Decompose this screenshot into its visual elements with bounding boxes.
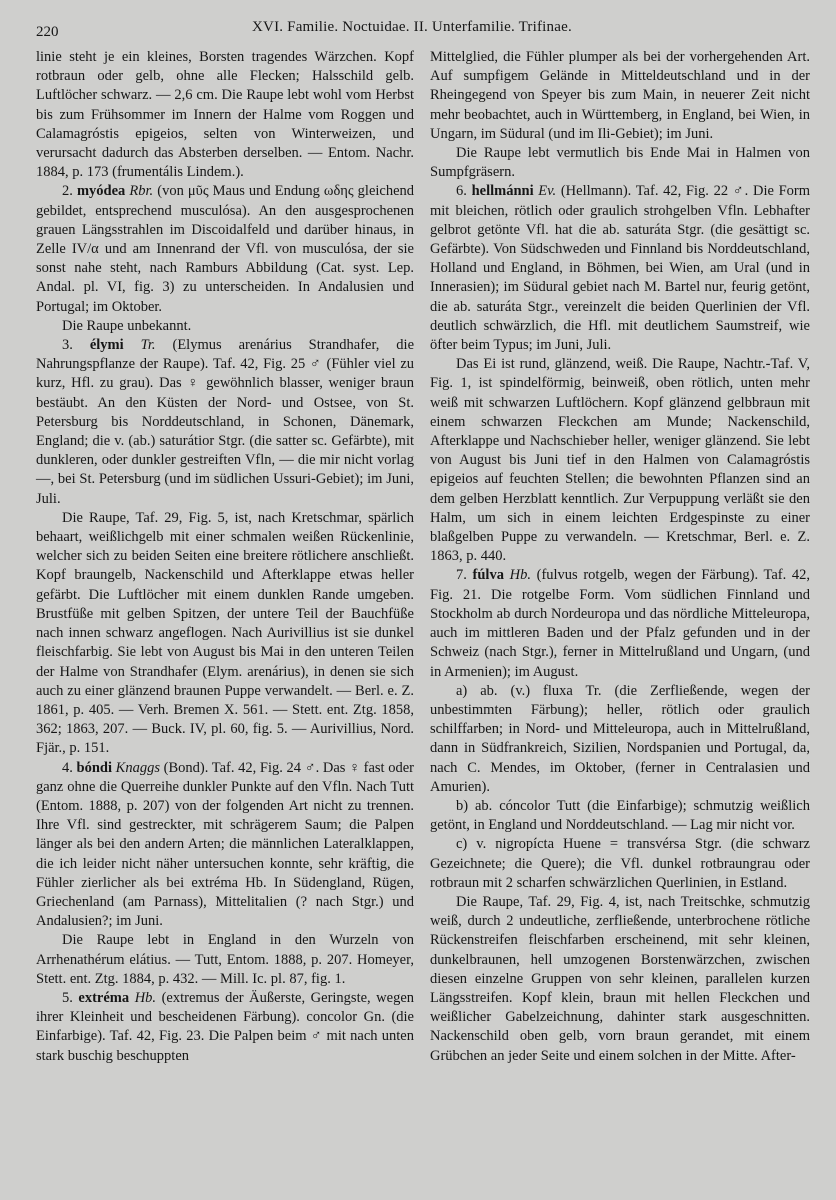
species-entry <box>430 566 810 681</box>
species-author: Ev. <box>538 183 557 200</box>
species-author: Hb. <box>134 989 157 1006</box>
paragraph: Die Raupe, Taf. 29, Fig. 4, ist, nach Treitschke, schmutzig weiß, durch 2 undeutliche, zerfließende, unterbrochene rötliche Rückenstreifen fleischfarben erscheinend, mit sehr kleinen, dunkelbraunen, hell umzogenen Borstenwärzchen, zwischen diesen einzelne Gruppen von sehr kleinen, parallelen kurzen Längsstreifen. Kopf klein, braun mit hellen Fleckchen und weißlicher Gabelzeichnung, dahinter stark ausgeschnitten. Nackenschild oben gelb, vorn braun gerandet, mit einem Grübchen an jeder Seite und einem solchen in der Mitte. After- <box>430 893 810 1064</box>
entry-text: (extremus der Äußerste, Geringste, wegen ihrer Kleinheit und bescheidenen Färbung). concolor Gn. (die Einfarbige). Taf. 42, Fig. 23. Die Palpen beim ♂ mit nach unten stark buschig beschuppten <box>36 989 415 1064</box>
right-column <box>430 48 810 1066</box>
entry-number: 7. <box>456 567 467 584</box>
paragraph: b) ab. cóncolor Tutt (die Einfarbige); schmutzig weißlich getönt, in England und Norddeutschland. — Lag mir nicht vor. <box>430 797 810 834</box>
entry-number: 6. <box>456 183 467 200</box>
species-name: myódea <box>76 183 126 200</box>
species-entry <box>430 182 810 355</box>
entry-text: (Elymus arenárius Strandhafer, die Nahrungspflanze der Raupe). Taf. 42, Fig. 25 ♂ (Fühler viel zu kurz, Hfl. zu grau). Das ♀ gewöhnlich blasser, weniger braun bestäubt. An den Küsten der Nord- und Ostsee, von St. Petersburg bis Norddeutschland, in Schonen, Dänemark, England; die v. (ab.) saturátior Stgr. (die satter sc. Gefärbte), mit dunkleren, oder dunkler gestreiften Vfln, — die mir nicht vorlag —, bei St. Petersburg (und im südlichen Ussuri-Gebiet); im Juni, Juli. <box>36 337 415 507</box>
entry-text: (Bond). Taf. 42, Fig. 24 ♂. Das ♀ fast oder ganz ohne die Querreihe dunkler Punkte auf den Vfln. Nach Tutt (Entom. 1888, p. 207) von der folgenden Art nicht zu trennen. Ihre Vfl. sind gestreckter, mit schrägerem Saum; die Palpen länger als bei den andern Arten; die männlichen Lateralklappen, die ich leider nicht näher untersuchen konnte, sehr kräftig, die Fühler zierlicher als bei extréma Hb. In Südengland, Rügen, Griechenland (am Parnass), Mittelitalien (? nach Stgr.) und Andalusien?; im Juni. <box>36 759 414 930</box>
paragraph: a) ab. (v.) fluxa Tr. (die Zerfließende, wegen der unbestimmten Färbung); heller, rötlich oder graulich schilffarben; in Nord- und Mitteleuropa, auch in Mittelrußland, dann in Südfrankreich, Sizilien, Nordspanien und Portugal, da, nach C. Mendes, im Oktober, (ferner in Centralasien und Amurien). <box>430 682 810 795</box>
paragraph: Die Raupe unbekannt. <box>62 317 192 334</box>
species-name: élymi <box>89 337 124 354</box>
entry-number: 3. <box>62 337 73 354</box>
species-entry <box>36 182 414 316</box>
running-title: XVI. Familie. Noctuidae. II. Unterfamilie. Trifinae. <box>252 19 572 35</box>
paragraph: linie steht je ein kleines, Borsten tragendes Wärzchen. Kopf rotbraun oder gelb, ohne alle Flecken; Halsschild gelb. Luftlöcher schwarz. — 2,6 cm. Die Raupe lebt wohl vom Herbst bis zum Frühsommer im Innern der Halme vom Roggen und Calamagróstis epigeios, selten von Winterweizen, und verursacht dadurch das Absterben derselben. — Entom. Nachr. 1884, p. 173 (frumentális Lindem.). <box>36 49 414 181</box>
paragraph: Mittelglied, die Fühler plumper als bei der vorhergehenden Art. Auf sumpfigem Gelände in Mitteldeutschland und in der Rheingegend von Speyer bis zum Main, in neuerer Zeit nicht mehr beobachtet, auch in Württemberg, in England, bei Wien, in Ungarn, im Südural (und im Ili-Gebiet); im Juni. <box>430 49 810 142</box>
species-name: bóndi <box>76 759 113 776</box>
entry-text: (von μῦς Maus und Endung ωδης gleichend gebildet, entsprechend musculósa). An den ausgesprochenen grauen Längsstrahlen im Discoidalfeld und darüber hinaus, in Zelle IV/α und am Innenrand der Vfl. von musculósa, der sie sonst nahe steht, nach Ramburs Abbildung (Cat. syst. Lep. Andal. pl. VI, fig. 3) zu unterscheiden. In Andalusien und Portugal; im Oktober. <box>36 183 415 315</box>
species-author: Rbr. <box>129 183 154 200</box>
entry-text: (fulvus rotgelb, wegen der Färbung). Taf. 42, Fig. 21. Die rotgelbe Form. Vom südlichen Finnland und Stockholm ab durch Nordeuropa und das nördliche Mitteleuropa, auch im mittleren Baden und der Pfalz gefunden und in der Schweiz (nach Stgr.), ferner in Mittelrußland und Ungarn, (und in Armenien); im August. <box>430 567 811 680</box>
species-entry <box>36 989 414 1066</box>
species-author: Tr. <box>140 337 156 354</box>
paragraph: Die Raupe lebt vermutlich bis Ende Mai in Halmen von Sumpfgräsern. <box>430 145 810 181</box>
species-author: Hb. <box>509 567 531 584</box>
page-header <box>36 14 816 42</box>
left-column <box>36 48 414 1066</box>
species-entry <box>36 759 414 932</box>
entry-number: 5. <box>62 989 73 1006</box>
species-author: Knaggs <box>115 759 160 776</box>
page-number: 220 <box>36 24 59 40</box>
species-name: fúlva <box>472 567 504 584</box>
species-name: extréma <box>78 989 130 1006</box>
species-name: hellmánni <box>471 183 534 200</box>
paragraph: Die Raupe lebt in England in den Wurzeln von Arrhenathérum elátius. — Tutt, Entom. 1888, p. 207. Homeyer, Stett. ent. Ztg. 1884, p. 432. — Mill. Ic. pl. 87, fig. 1. <box>36 932 414 987</box>
entry-number: 4. <box>62 759 73 776</box>
species-entry <box>36 336 414 509</box>
entry-number: 2. <box>62 183 73 200</box>
paragraph: c) v. nigropícta Huene = transvérsa Stgr. (die schwarz Gezeichnete; die Quere); die Vfl. dunkel rotbraungrau oder rotbraun mit 2 scharfen schwärzlichen Querlinien, in Estland. <box>430 836 810 891</box>
entry-text: (Hellmann). Taf. 42, Fig. 22 ♂. Die Form mit bleichen, rötlich oder graulich strohgelben Vfln. Lebhafter gelbrot getönte Vfl. hat die ab. saturáta Stgr. (die gesättigt sc. Gefärbte). Von Südschweden und Finnland bis Norddeutschland, Holland und England, in Böhmen, bei Wien, am Ural (und in Innerasien); im Südural gebiet nach M. Bartel nur, feurig getönt, die ab. saturáta Stgr., vereinzelt die beiden Querlinien der Vfl. deutlich schwärzlich, die Hfl. mit deutlichem Saumstreif, wie öfter beim Typus; im Juni, Juli. <box>430 183 811 354</box>
paragraph: Die Raupe, Taf. 29, Fig. 5, ist, nach Kretschmar, spärlich behaart, weißlichgelb mit einer schmalen weißen Rückenlinie, welcher sich zu beiden Seiten eine breitere rötlichere anschließt. Kopf braungelb, Nackenschild und Afterklappe etwas heller gefärbt. Die Luftlöcher mit einem dunklen Rande umgeben. Brustfüße mit gelben Spitzen, der untere Teil der Bauchfüße nach innen schwarz angeflogen. Nach Aurivillius ist sie dunkel fleischfarbig. Sie lebt von August bis Mai in den unteren Teilen der Halme von Strandhafer (Elym. arenárius), in denen sie sich auch zu einer glänzend braunen Puppe verwandelt. — Berl. e. Z. 1861, p. 405. — Verh. Bremen X. 561. — Stett. ent. Ztg. 1858, 362; 1863, 207. — Buck. IV, pl. 60, fig. 5. — Aurivillius, Nord. Fjär., p. 151. <box>36 509 414 757</box>
paragraph: Das Ei ist rund, glänzend, weiß. Die Raupe, Nachtr.-Taf. V, Fig. 1, ist spindelförmig, beinweiß, oben rötlich, unten mehr weiß mit schwarzen Luftlöchern. Kopf glänzend gelbbraun mit einem schwarzen Fleckchen am Munde; Nackenschild, Afterklappe und Nachschieber heller, weniger glänzend. Sie lebt von August bis Juni tief in den Halmen von Calamagróstis epigeios auf feuchten Stellen; die bewohnten Pflanzen sind an dem gelben Herzblatt kenntlich. Zur Verpuppung verläßt sie den Halm, um sich in einem leichten Erdgespinste zu einer blaßgelben Puppe zu verwandeln. — Kretschmar, Berl. e. Z. 1863, p. 440. <box>430 356 810 565</box>
